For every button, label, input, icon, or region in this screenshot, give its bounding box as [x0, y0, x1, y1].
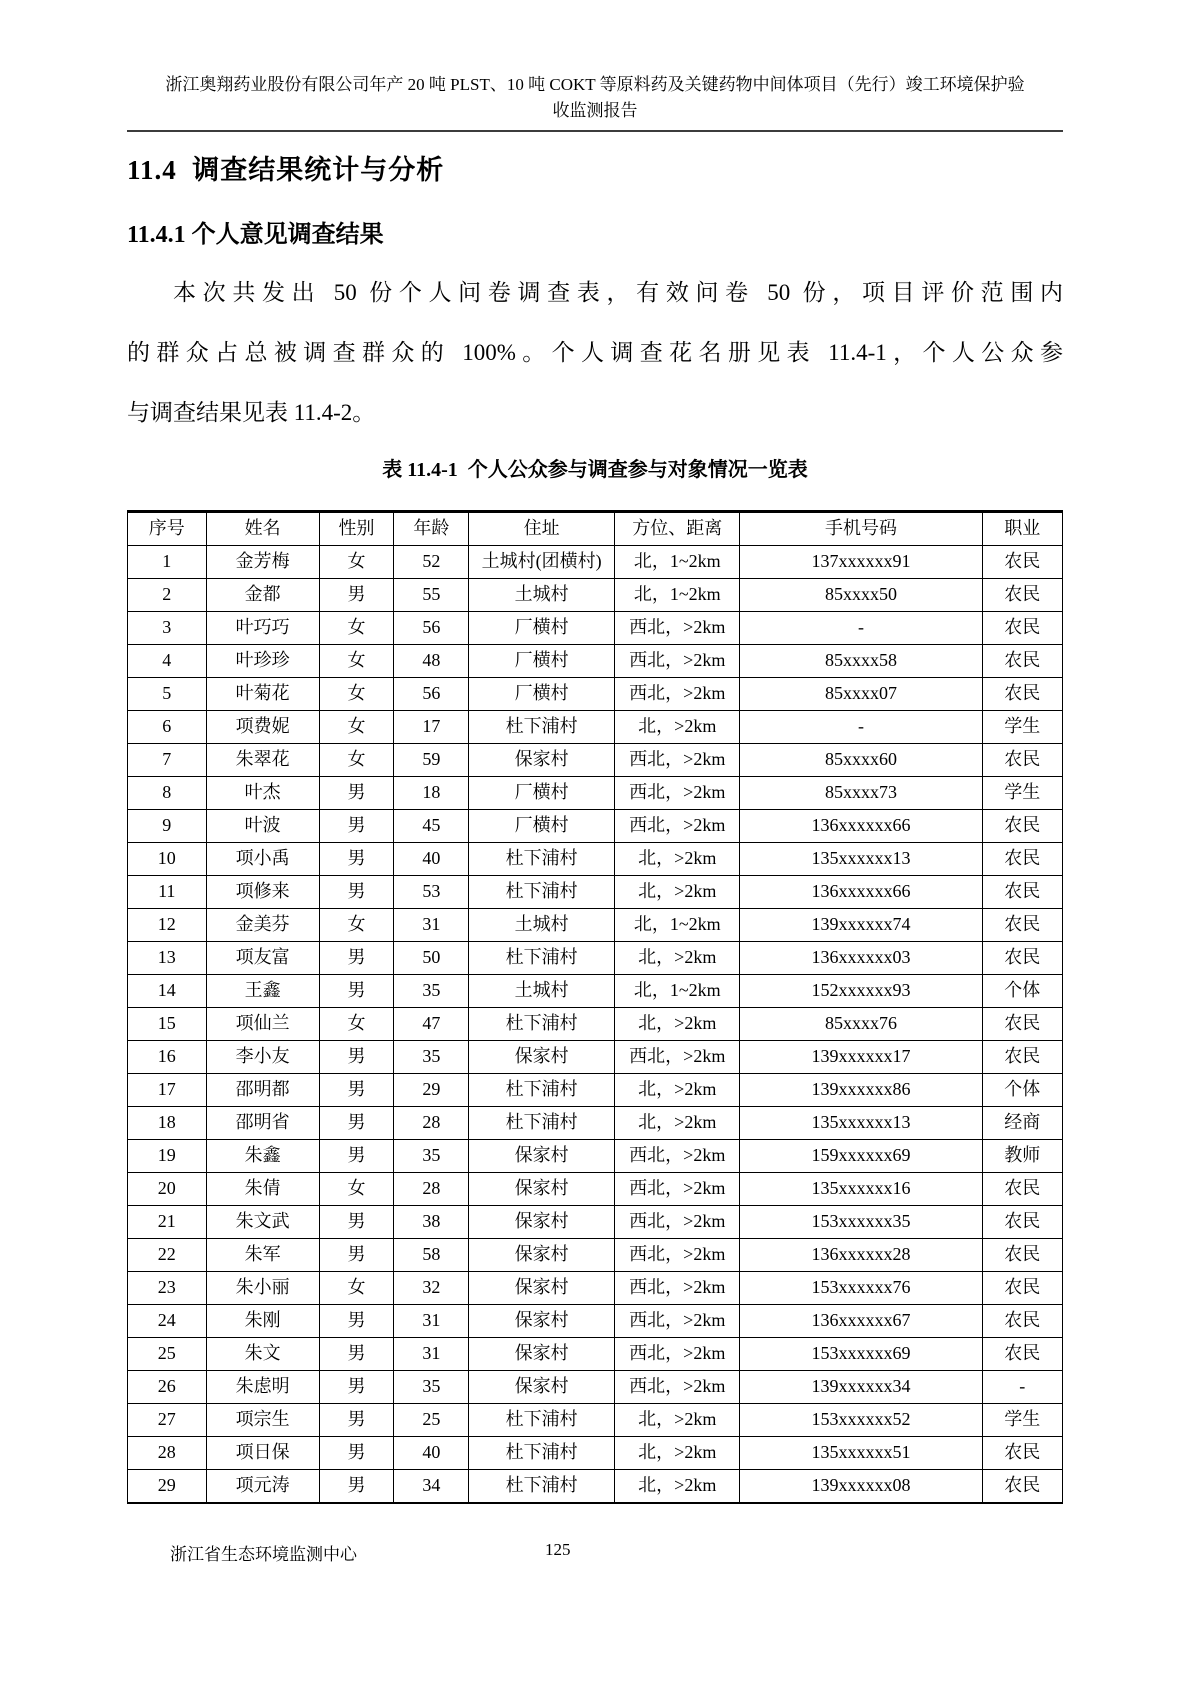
table-cell: 金都 [206, 579, 319, 612]
table-cell: 153xxxxxx69 [740, 1338, 982, 1371]
table-row [128, 1404, 1063, 1437]
table-cell: 土城村 [469, 579, 615, 612]
table-cell: 保家村 [469, 1173, 615, 1206]
table-cell: 项元涛 [206, 1470, 319, 1504]
table-cell: 北，1~2km [615, 546, 740, 579]
table-cell: 136xxxxxx66 [740, 876, 982, 909]
table-cell: 学生 [982, 777, 1062, 810]
table-cell: 23 [128, 1272, 207, 1305]
table-cell: 农民 [982, 579, 1062, 612]
table-row [128, 645, 1063, 678]
table-cell: 邵明都 [206, 1074, 319, 1107]
table-cell: 20 [128, 1173, 207, 1206]
table-cell: 西北，>2km [615, 1272, 740, 1305]
table-cell: 朱虑明 [206, 1371, 319, 1404]
table-cell: 农民 [982, 1239, 1062, 1272]
table-cell: 农民 [982, 1437, 1062, 1470]
table-row [128, 1371, 1063, 1404]
table-cell: 杜下浦村 [469, 876, 615, 909]
table-cell: 叶巧巧 [206, 612, 319, 645]
table-cell: 保家村 [469, 1041, 615, 1074]
subsection-heading: 11.4.1 个人意见调查结果 [127, 222, 384, 248]
table-cell: 50 [394, 942, 469, 975]
table-cell: 136xxxxxx66 [740, 810, 982, 843]
table-cell: 男 [319, 777, 394, 810]
table-cell: 北，>2km [615, 1074, 740, 1107]
table-cell: 35 [394, 1041, 469, 1074]
table-cell: 农民 [982, 1305, 1062, 1338]
column-header: 职业 [982, 512, 1062, 546]
table-cell: 农民 [982, 1173, 1062, 1206]
table-cell: 农民 [982, 645, 1062, 678]
table-cell: 男 [319, 1107, 394, 1140]
table-row [128, 810, 1063, 843]
table-cell: 8 [128, 777, 207, 810]
table-cell: 26 [128, 1371, 207, 1404]
table-cell: 项仙兰 [206, 1008, 319, 1041]
table-cell: 西北，>2km [615, 1140, 740, 1173]
table-cell: 男 [319, 1338, 394, 1371]
table-row [128, 1041, 1063, 1074]
table-cell: 北，>2km [615, 876, 740, 909]
table-cell: 137xxxxxx91 [740, 546, 982, 579]
table-body [128, 546, 1063, 1504]
table-row [128, 546, 1063, 579]
table-cell: 北，>2km [615, 1404, 740, 1437]
table-cell: 28 [394, 1173, 469, 1206]
table-row [128, 744, 1063, 777]
table-cell: 10 [128, 843, 207, 876]
table-cell: 4 [128, 645, 207, 678]
footer-organization: 浙江省生态环境监测中心 [170, 1545, 357, 1564]
table-cell: 15 [128, 1008, 207, 1041]
table-cell: 女 [319, 1008, 394, 1041]
table-cell: 48 [394, 645, 469, 678]
table-row [128, 1140, 1063, 1173]
table-cell: 北，>2km [615, 1107, 740, 1140]
table-cell: 保家村 [469, 1206, 615, 1239]
table-row [128, 1272, 1063, 1305]
table-cell: 28 [394, 1107, 469, 1140]
column-header: 年龄 [394, 512, 469, 546]
table-cell: 厂横村 [469, 777, 615, 810]
table-row [128, 579, 1063, 612]
table-cell: 西北，>2km [615, 1371, 740, 1404]
table-cell: 叶菊花 [206, 678, 319, 711]
table-cell: 农民 [982, 744, 1062, 777]
table-cell: 男 [319, 1470, 394, 1504]
table-cell: 个体 [982, 975, 1062, 1008]
table-cell: 男 [319, 579, 394, 612]
table-cell: 农民 [982, 1338, 1062, 1371]
table-cell: 杜下浦村 [469, 1404, 615, 1437]
table-cell: 9 [128, 810, 207, 843]
table-cell: 朱军 [206, 1239, 319, 1272]
table-row [128, 975, 1063, 1008]
table-cell: 55 [394, 579, 469, 612]
table-cell: 金美芬 [206, 909, 319, 942]
table-cell: 152xxxxxx93 [740, 975, 982, 1008]
table-cell: 女 [319, 678, 394, 711]
table-cell: 男 [319, 1305, 394, 1338]
table-cell: 17 [394, 711, 469, 744]
table-cell: 项费妮 [206, 711, 319, 744]
table-cell: 男 [319, 1074, 394, 1107]
table-cell: 男 [319, 1239, 394, 1272]
table-cell: 北，1~2km [615, 909, 740, 942]
table-row [128, 876, 1063, 909]
table-row [128, 777, 1063, 810]
table-row [128, 1206, 1063, 1239]
table-cell: 女 [319, 546, 394, 579]
table-cell: 38 [394, 1206, 469, 1239]
table-cell: - [740, 711, 982, 744]
table-cell: 85xxxx58 [740, 645, 982, 678]
table-cell: 北，>2km [615, 1008, 740, 1041]
table-cell: 厂横村 [469, 612, 615, 645]
table-cell: 项日保 [206, 1437, 319, 1470]
table-cell: 女 [319, 744, 394, 777]
table-cell: 6 [128, 711, 207, 744]
column-header: 姓名 [206, 512, 319, 546]
table-cell: 31 [394, 1305, 469, 1338]
table-cell: 西北，>2km [615, 1338, 740, 1371]
table-cell: 北，>2km [615, 1470, 740, 1504]
table-cell: 男 [319, 1404, 394, 1437]
table-cell: 学生 [982, 711, 1062, 744]
table-cell: 男 [319, 1140, 394, 1173]
table-cell: 项小禹 [206, 843, 319, 876]
table-cell: 135xxxxxx51 [740, 1437, 982, 1470]
table-row [128, 711, 1063, 744]
paragraph-line: 本次共发出 50 份个人问卷调查表，有效问卷 50 份，项目评价范围内 [173, 280, 1063, 305]
table-cell: 农民 [982, 612, 1062, 645]
table-cell: 北，>2km [615, 711, 740, 744]
table-cell: 王鑫 [206, 975, 319, 1008]
page-content [127, 0, 1063, 1504]
table-cell: 土城村 [469, 909, 615, 942]
table-cell: 学生 [982, 1404, 1062, 1437]
table-cell: 139xxxxxx34 [740, 1371, 982, 1404]
table-cell: 135xxxxxx16 [740, 1173, 982, 1206]
table-cell: 个体 [982, 1074, 1062, 1107]
table-cell: 53 [394, 876, 469, 909]
paragraph-line: 的群众占总被调查群众的 100%。个人调查花名册见表 11.4-1，个人公众参 [127, 340, 1063, 365]
table-cell: 厂横村 [469, 678, 615, 711]
table-cell: 西北，>2km [615, 1206, 740, 1239]
table-cell: 厂横村 [469, 810, 615, 843]
table-cell: 李小友 [206, 1041, 319, 1074]
table-cell: 35 [394, 1371, 469, 1404]
section-heading: 11.4 调查结果统计与分析 [127, 155, 445, 185]
table-cell: 北，1~2km [615, 975, 740, 1008]
table-cell: 杜下浦村 [469, 843, 615, 876]
table-cell: 农民 [982, 1008, 1062, 1041]
table-cell: 朱刚 [206, 1305, 319, 1338]
table-cell: 18 [394, 777, 469, 810]
table-cell: 1 [128, 546, 207, 579]
table-cell: 厂横村 [469, 645, 615, 678]
table-cell: 教师 [982, 1140, 1062, 1173]
table-cell: 杜下浦村 [469, 1074, 615, 1107]
table-cell: 农民 [982, 909, 1062, 942]
table-row [128, 1107, 1063, 1140]
paragraph-line: 与调查结果见表 11.4-2。 [127, 400, 376, 425]
table-cell: - [740, 612, 982, 645]
table-cell: 40 [394, 843, 469, 876]
table-cell: 13 [128, 942, 207, 975]
page-number: 125 [545, 1540, 571, 1559]
table-cell: 45 [394, 810, 469, 843]
page-header [127, 0, 1063, 132]
table-row [128, 1239, 1063, 1272]
table-cell: 31 [394, 1338, 469, 1371]
table-cell: 项宗生 [206, 1404, 319, 1437]
table-cell: 35 [394, 1140, 469, 1173]
table-cell: 西北，>2km [615, 777, 740, 810]
table-cell: 农民 [982, 1272, 1062, 1305]
table-cell: 32 [394, 1272, 469, 1305]
table-cell: 杜下浦村 [469, 711, 615, 744]
table-cell: 男 [319, 1371, 394, 1404]
table-cell: 19 [128, 1140, 207, 1173]
table-cell: 18 [128, 1107, 207, 1140]
table-row [128, 1074, 1063, 1107]
table-cell: 男 [319, 1437, 394, 1470]
table-cell: 杜下浦村 [469, 1437, 615, 1470]
table-cell: 杜下浦村 [469, 1107, 615, 1140]
table-cell: 女 [319, 1173, 394, 1206]
table-cell: 12 [128, 909, 207, 942]
table-cell: 叶杰 [206, 777, 319, 810]
table-cell: 85xxxx60 [740, 744, 982, 777]
table-cell: 25 [128, 1338, 207, 1371]
table-cell: 136xxxxxx67 [740, 1305, 982, 1338]
table-cell: 农民 [982, 843, 1062, 876]
table-cell: 24 [128, 1305, 207, 1338]
table-cell: 14 [128, 975, 207, 1008]
table-row [128, 612, 1063, 645]
table-cell: 22 [128, 1239, 207, 1272]
table-cell: 北，1~2km [615, 579, 740, 612]
table-cell: 西北，>2km [615, 1173, 740, 1206]
table-cell: 叶波 [206, 810, 319, 843]
table-cell: 男 [319, 1206, 394, 1239]
table-cell: 农民 [982, 942, 1062, 975]
table-cell: 西北，>2km [615, 810, 740, 843]
table-cell: 女 [319, 1272, 394, 1305]
table-row [128, 678, 1063, 711]
table-cell: 西北，>2km [615, 744, 740, 777]
table-cell: 35 [394, 975, 469, 1008]
report-title-line: 浙江奥翔药业股份有限公司年产 20 吨 PLST、10 吨 COKT 等原料药及关键药物中间体项目（先行）竣工环境保护验 [165, 75, 1025, 94]
table-cell: 农民 [982, 1041, 1062, 1074]
table-cell: 保家村 [469, 1338, 615, 1371]
table-row [128, 909, 1063, 942]
table-cell: 经商 [982, 1107, 1062, 1140]
table-cell: 139xxxxxx08 [740, 1470, 982, 1504]
table-row [128, 843, 1063, 876]
table-cell: 56 [394, 612, 469, 645]
table-cell: 农民 [982, 810, 1062, 843]
table-cell: 27 [128, 1404, 207, 1437]
table-cell: 34 [394, 1470, 469, 1504]
table-cell: 北，>2km [615, 843, 740, 876]
table-cell: 男 [319, 843, 394, 876]
survey-table [127, 510, 1063, 1504]
table-cell: 女 [319, 711, 394, 744]
table-cell: 男 [319, 942, 394, 975]
table-row [128, 1437, 1063, 1470]
table-row [128, 1338, 1063, 1371]
table-cell: - [982, 1371, 1062, 1404]
table-cell: 29 [128, 1470, 207, 1504]
table-cell: 139xxxxxx86 [740, 1074, 982, 1107]
table-row [128, 1305, 1063, 1338]
table-cell: 西北，>2km [615, 645, 740, 678]
table-cell: 153xxxxxx76 [740, 1272, 982, 1305]
table-cell: 北，>2km [615, 942, 740, 975]
table-cell: 农民 [982, 1470, 1062, 1504]
table-cell: 52 [394, 546, 469, 579]
table-cell: 保家村 [469, 1140, 615, 1173]
table-cell: 朱倩 [206, 1173, 319, 1206]
table-cell: 男 [319, 876, 394, 909]
report-title-line: 收监测报告 [552, 101, 638, 120]
table-cell: 7 [128, 744, 207, 777]
table-cell: 西北，>2km [615, 612, 740, 645]
table-row [128, 1470, 1063, 1504]
table-cell: 21 [128, 1206, 207, 1239]
table-cell: 28 [128, 1437, 207, 1470]
body-paragraph [127, 263, 1063, 443]
table-cell: 杜下浦村 [469, 1470, 615, 1504]
table-cell: 85xxxx73 [740, 777, 982, 810]
table-cell: 西北，>2km [615, 678, 740, 711]
table-row [128, 1008, 1063, 1041]
table-cell: 保家村 [469, 1239, 615, 1272]
table-cell: 农民 [982, 1206, 1062, 1239]
table-cell: 女 [319, 909, 394, 942]
table-cell: 保家村 [469, 744, 615, 777]
table-cell: 29 [394, 1074, 469, 1107]
column-header: 性别 [319, 512, 394, 546]
table-cell: 25 [394, 1404, 469, 1437]
table-title: 表 11.4-1 个人公众参与调查参与对象情况一览表 [382, 459, 808, 481]
table-cell: 139xxxxxx17 [740, 1041, 982, 1074]
table-cell: 3 [128, 612, 207, 645]
table-cell: 土城村 [469, 975, 615, 1008]
table-cell: 47 [394, 1008, 469, 1041]
table-cell: 139xxxxxx74 [740, 909, 982, 942]
table-cell: 朱小丽 [206, 1272, 319, 1305]
table-cell: 项修来 [206, 876, 319, 909]
table-cell: 农民 [982, 876, 1062, 909]
table-cell: 59 [394, 744, 469, 777]
table-cell: 男 [319, 975, 394, 1008]
table-cell: 16 [128, 1041, 207, 1074]
table-header-row [128, 512, 1063, 546]
table-row [128, 1173, 1063, 1206]
table-cell: 杜下浦村 [469, 942, 615, 975]
table-cell: 西北，>2km [615, 1239, 740, 1272]
column-header: 方位、距离 [615, 512, 740, 546]
table-cell: 杜下浦村 [469, 1008, 615, 1041]
column-header: 手机号码 [740, 512, 982, 546]
table-cell: 项友富 [206, 942, 319, 975]
table-cell: 女 [319, 612, 394, 645]
table-cell: 朱文 [206, 1338, 319, 1371]
table-cell: 17 [128, 1074, 207, 1107]
table-cell: 朱文武 [206, 1206, 319, 1239]
table-cell: 朱翠花 [206, 744, 319, 777]
table-cell: 保家村 [469, 1371, 615, 1404]
table-cell: 11 [128, 876, 207, 909]
table-cell: 159xxxxxx69 [740, 1140, 982, 1173]
table-cell: 136xxxxxx28 [740, 1239, 982, 1272]
table-cell: 153xxxxxx35 [740, 1206, 982, 1239]
table-cell: 153xxxxxx52 [740, 1404, 982, 1437]
table-cell: 北，>2km [615, 1437, 740, 1470]
column-header: 序号 [128, 512, 207, 546]
table-cell: 85xxxx76 [740, 1008, 982, 1041]
table-cell: 朱鑫 [206, 1140, 319, 1173]
table-cell: 135xxxxxx13 [740, 1107, 982, 1140]
table-cell: 2 [128, 579, 207, 612]
table-cell: 金芳梅 [206, 546, 319, 579]
table-cell: 85xxxx07 [740, 678, 982, 711]
table-cell: 5 [128, 678, 207, 711]
table-cell: 85xxxx50 [740, 579, 982, 612]
table-cell: 31 [394, 909, 469, 942]
table-cell: 农民 [982, 678, 1062, 711]
table-cell: 叶珍珍 [206, 645, 319, 678]
table-cell: 136xxxxxx03 [740, 942, 982, 975]
table-cell: 农民 [982, 546, 1062, 579]
table-cell: 土城村(团横村) [469, 546, 615, 579]
table-cell: 保家村 [469, 1305, 615, 1338]
table-cell: 58 [394, 1239, 469, 1272]
table-cell: 40 [394, 1437, 469, 1470]
table-row [128, 942, 1063, 975]
table-cell: 56 [394, 678, 469, 711]
table-cell: 邵明省 [206, 1107, 319, 1140]
table-cell: 西北，>2km [615, 1041, 740, 1074]
table-cell: 女 [319, 645, 394, 678]
column-header: 住址 [469, 512, 615, 546]
table-cell: 135xxxxxx13 [740, 843, 982, 876]
report-title [127, 72, 1063, 124]
table-cell: 男 [319, 810, 394, 843]
table-cell: 西北，>2km [615, 1305, 740, 1338]
table-cell: 男 [319, 1041, 394, 1074]
table-cell: 保家村 [469, 1272, 615, 1305]
